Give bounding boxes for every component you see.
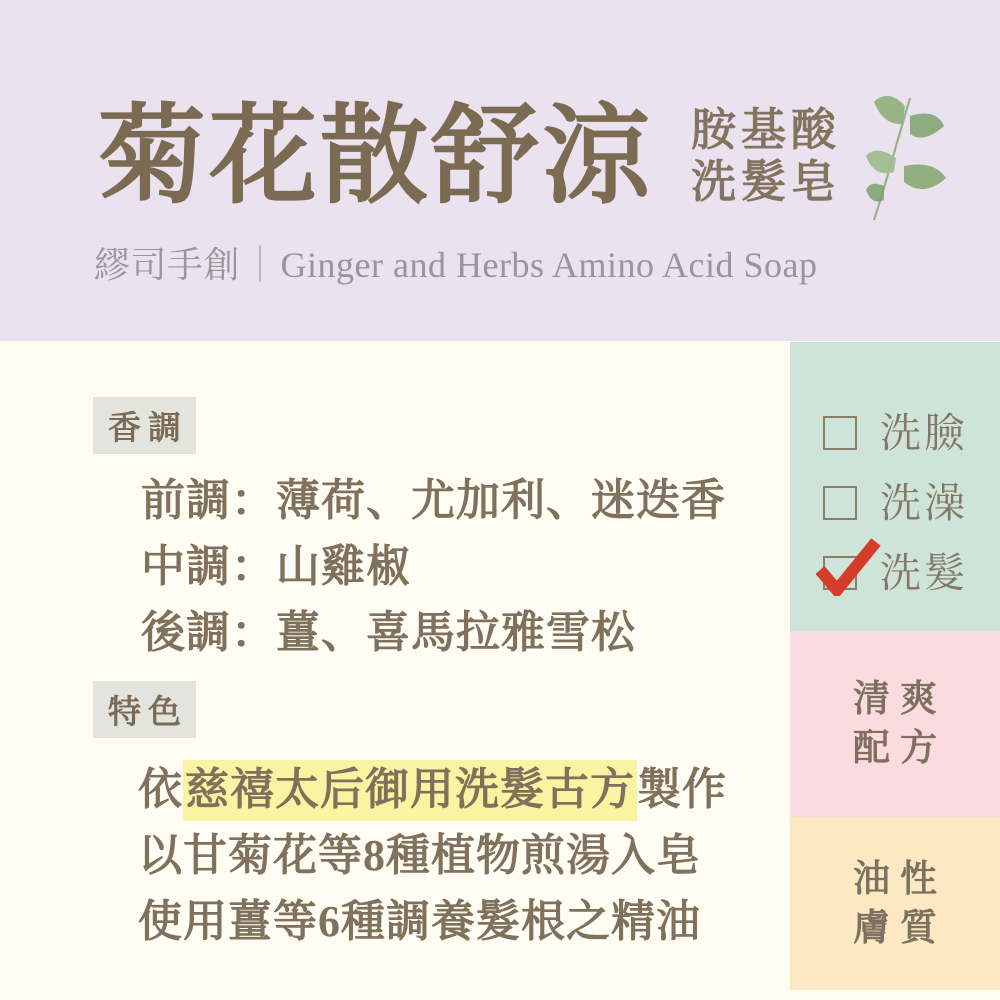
checkbox-bath-unchecked[interactable] — [823, 486, 857, 520]
feature-description — [138, 757, 727, 955]
subtitle-english: Ginger and Herbs Amino Acid Soap — [280, 245, 818, 285]
product-title: 菊花散舒涼 — [98, 98, 654, 217]
usage-checklist-panel — [790, 342, 1000, 631]
brand-name: 繆司手創 — [94, 245, 241, 285]
feature-line-oils: 使用薑等6種調養髮根之精油 — [138, 897, 701, 946]
badge-fresh-line1: 清爽 — [853, 679, 947, 720]
subtitle-divider: ｜ — [242, 245, 279, 285]
badge-fresh-formula — [790, 631, 1000, 817]
badge-fresh-formula-text — [790, 631, 1000, 817]
scent-base-note: 後調：薑、喜馬拉雅雪松 — [141, 608, 636, 657]
scent-top-note: 前調：薄荷、尤加利、迷迭香 — [141, 476, 726, 525]
feature-line1-prefix: 依 — [138, 765, 183, 814]
feature-line-plants: 以甘菊花等8種植物煎湯入皂 — [138, 831, 701, 880]
feature-section-tag: 特色 — [93, 681, 196, 738]
badge-oily-line1: 油性 — [853, 858, 947, 900]
scent-section-tag: 香調 — [93, 397, 196, 454]
badge-fresh-line2: 配方 — [853, 728, 947, 769]
usage-label-face: 洗臉 — [880, 409, 968, 456]
feature-line-recipe — [138, 757, 727, 823]
usage-row-face[interactable] — [790, 398, 1000, 468]
feature-line1-highlighted-text: 慈禧太后御用洗髮古方 — [183, 760, 637, 821]
scent-notes — [141, 468, 726, 666]
brand-subtitle — [94, 243, 817, 287]
checkbox-face-unchecked[interactable] — [823, 416, 857, 450]
feature-line1-suffix: 製作 — [637, 765, 727, 814]
usage-row-hair[interactable] — [790, 538, 1000, 608]
usage-label-bath: 洗澡 — [880, 479, 968, 526]
product-type-line1: 胺基酸 — [691, 105, 842, 155]
leaf-sprig-icon — [858, 86, 978, 234]
usage-row-bath[interactable] — [790, 468, 1000, 538]
product-type-line2: 洗髮皂 — [691, 157, 842, 207]
checkbox-hair-checked[interactable] — [823, 556, 857, 590]
badge-oily-skin-text — [790, 817, 1000, 990]
badge-oily-skin — [790, 817, 1000, 990]
scent-middle-note: 中調：山雞椒 — [141, 542, 411, 591]
header-banner — [0, 0, 1000, 341]
usage-list — [790, 398, 1000, 608]
badge-oily-line2: 膚質 — [853, 907, 947, 949]
usage-label-hair: 洗髮 — [880, 549, 968, 596]
product-type-label — [691, 104, 841, 208]
